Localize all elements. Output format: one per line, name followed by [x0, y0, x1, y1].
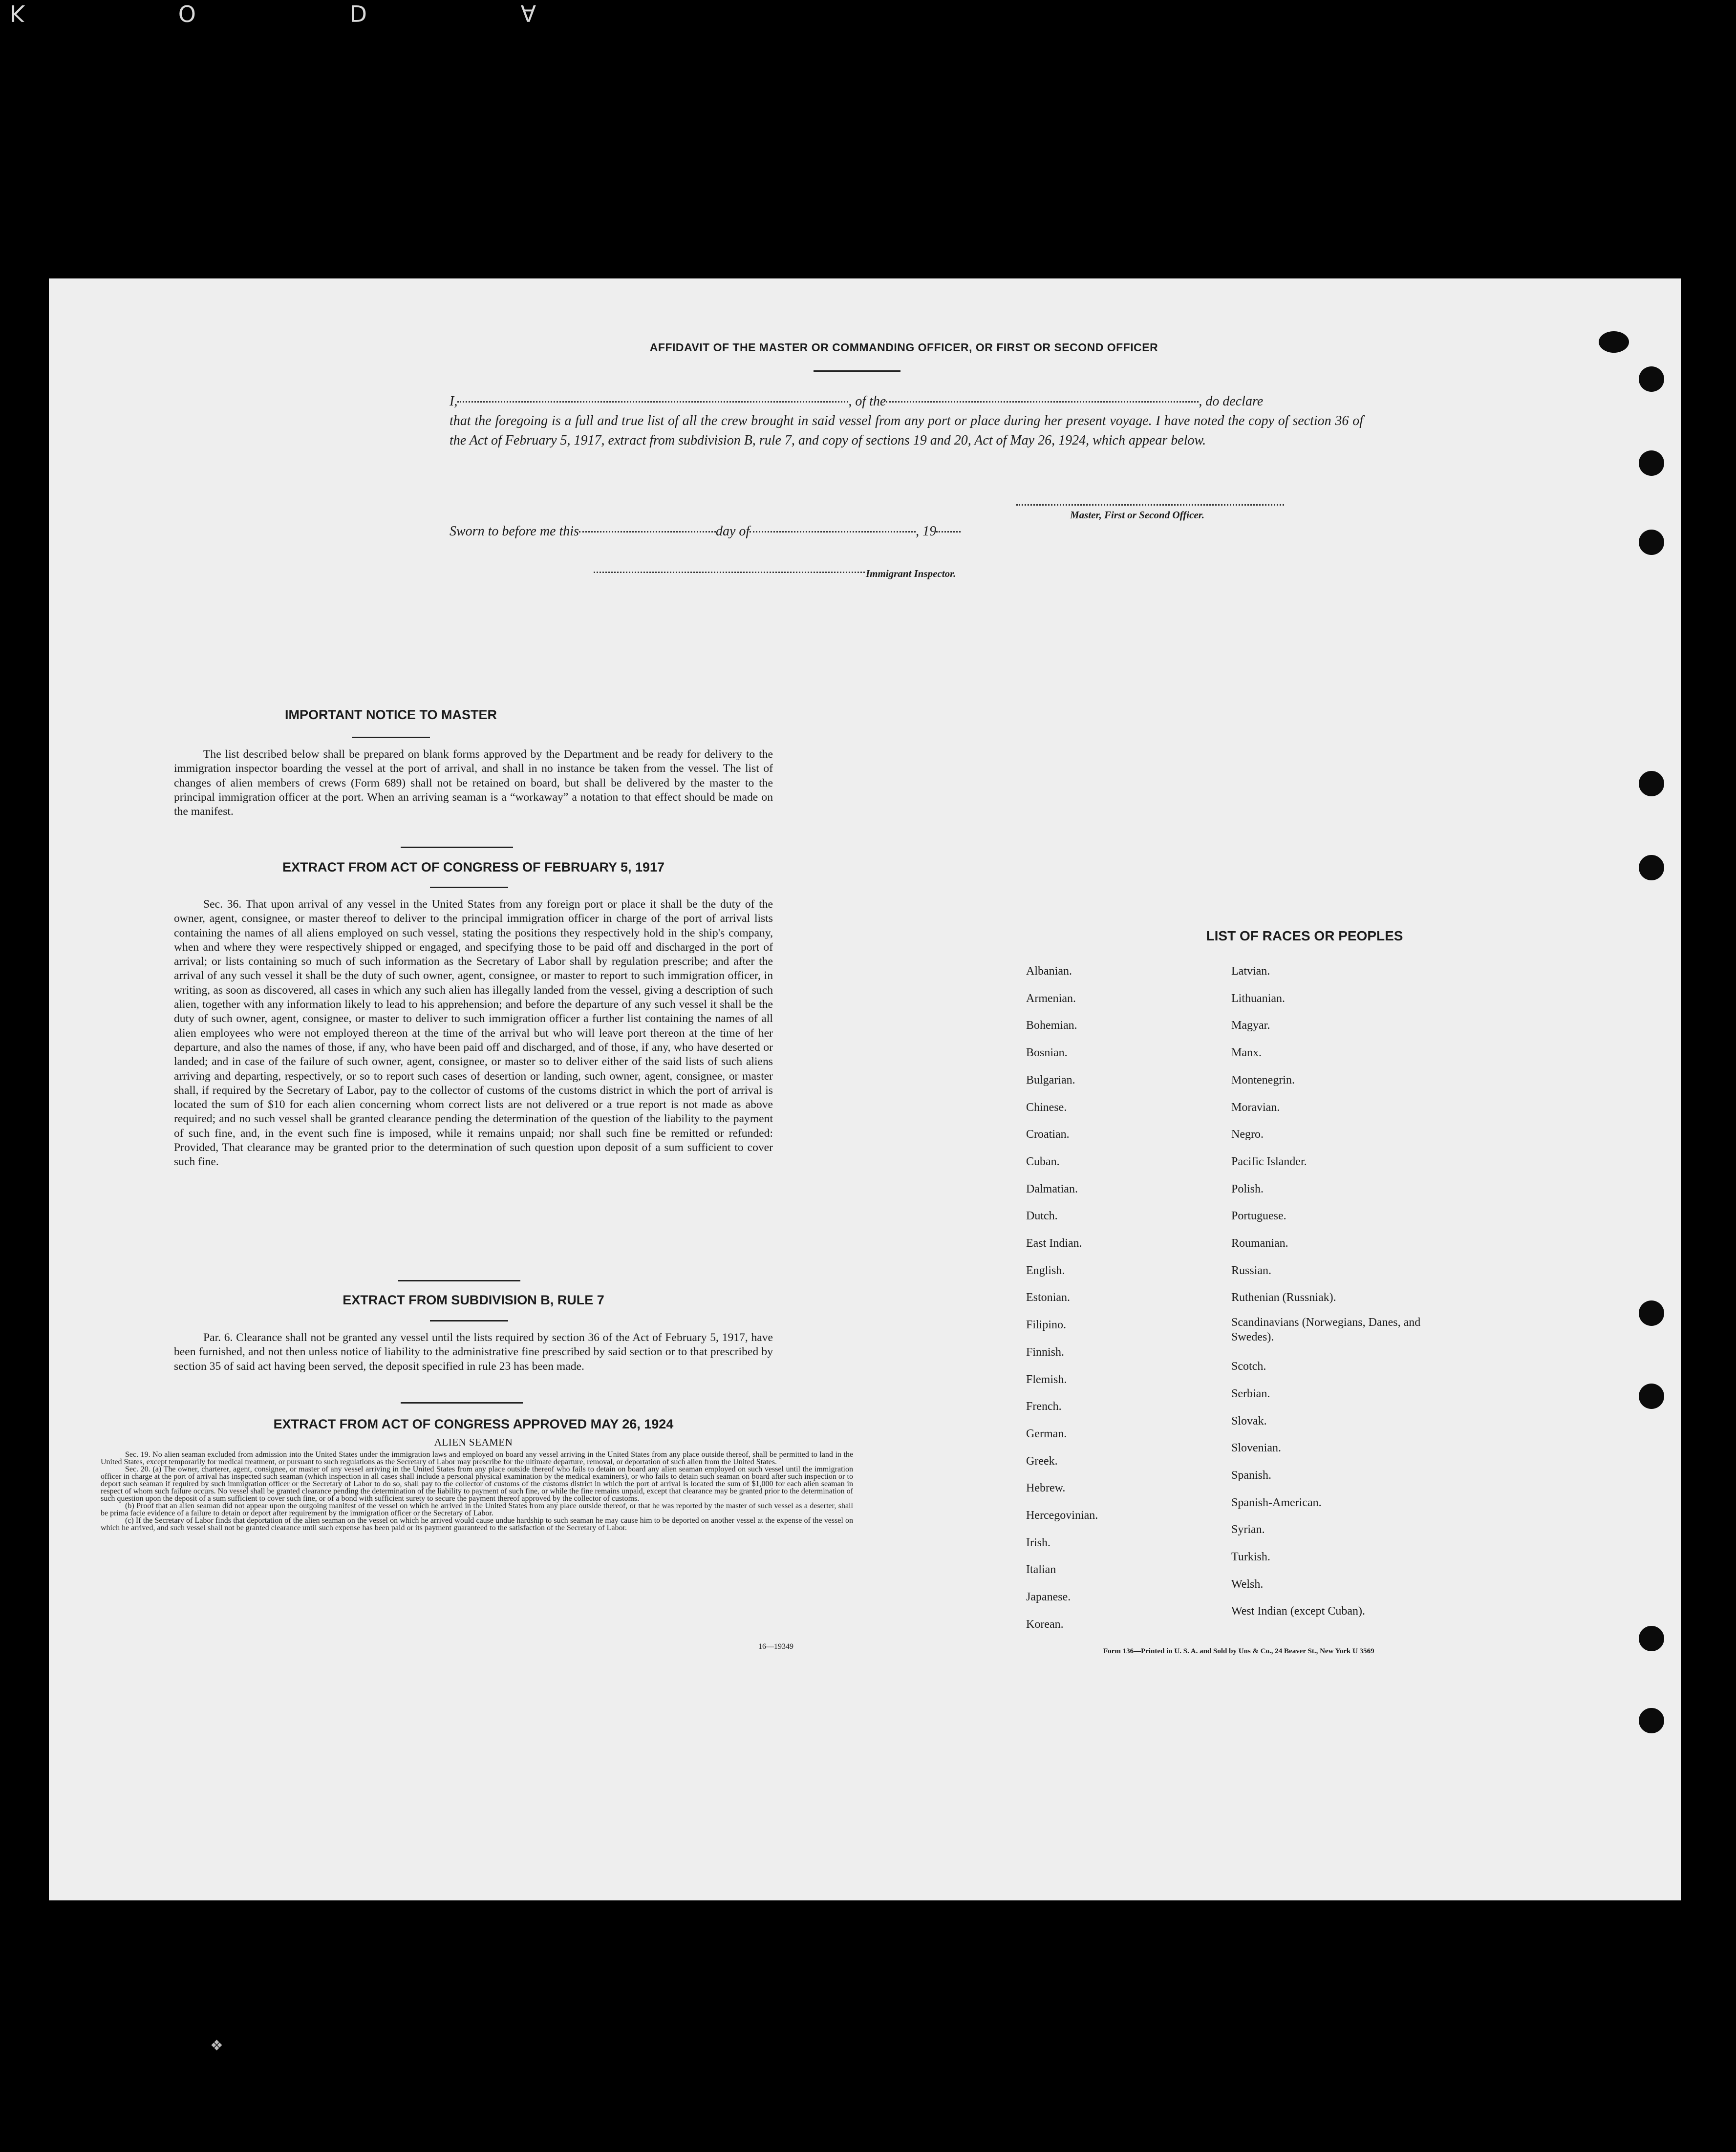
race-item: Japanese.: [1026, 1591, 1071, 1604]
extract-1917-text: Sec. 36. That upon arrival of any vessel in the United States from any foreign port or place it shall be the duty of the owner, agent, consignee, or master thereof to deliver to the principal immigration officer in charge of the port of arrival lists containing the names of all aliens employed on such vessel, stating the positions they respectively hold in the ship's company, when and where they were respectively shipped or engaged, and specifying those to be paid off and discharged in the port of arrival; or lists containing so much of such information as the Secretary of Labor shall by regulation prescribe; and after the arrival of any such vessel it shall be the duty of such owner, agent, consignee, or master to report to such immigration officer, in writing, as soon as discovered, all cases in which any such alien has illegally landed from the vessel, giving a description of such alien, together with any information likely to lead to his apprehension; and before the departure of any such vessel it shall be the duty of such owner, agent, consignee, or master to deliver to such immigration officer a further list containing the names of all alien employees who were not employed thereon at the time of the arrival but who will leave port thereon at the time of her departure, and also the names of those, if any, who have been paid off and discharged, and of those, if any, who have deserted or landed; and in case of the failure of such owner, agent, consignee, or master so to deliver either of the said lists of such aliens arriving and departing, respectively, or so to report such cases of desertion or landing, such owner, agent, consignee, or master shall, if required by the Secretary of Labor, pay to the collector of customs of the customs district in which the port of arrival is located the sum of $10 for each alien concerning whom correct lists are not delivered or a true report is not made as above required; and no such vessel shall be granted clearance pending the determination of the question of the liability to the payment of such fine, and, in the event such fine is imposed, while it remains unpaid; nor shall such fine be remitted or refunded: Provided, That clearance may be granted prior to the determination of such question upon deposit of a sum sufficient to cover such fine.: [174, 898, 773, 1169]
race-item: Slovak.: [1231, 1414, 1267, 1428]
race-item: Roumanian.: [1231, 1237, 1288, 1250]
race-item: Chinese.: [1026, 1101, 1067, 1114]
race-item: Filipino.: [1026, 1319, 1067, 1332]
race-item: Albanian.: [1026, 965, 1072, 978]
affidavit-text: that the foregoing is a full and true list of all the crew brought in said vessel from any port or place during her present voyage. I have noted the copy of section 36 of the Act of February 5, 1917, extract from subdivision B, rule 7, and copy of sections 19 and 20, Act of May 26, 1924, which appear below.: [450, 413, 1363, 448]
race-item: Montenegrin.: [1231, 1073, 1295, 1087]
race-item: Dalmatian.: [1026, 1182, 1078, 1195]
race-item: Hebrew.: [1026, 1482, 1066, 1495]
races-column-left: [1026, 958, 1098, 1639]
affidavit-i: I,: [450, 394, 458, 409]
rule-7-text: Par. 6. Clearance shall not be granted any vessel until the lists required by section 36 of the Act of February 5, 1917, have been furnished, and not then unless notice of liability to the administrative fine prescribed by said section or to that prescribed by section 35 of said act having been served, the deposit specified in rule 23 has been made.: [174, 1331, 773, 1373]
notice-underline: [352, 737, 430, 738]
film-edge-mark: ❖: [210, 2037, 223, 2054]
race-item: Pacific Islander.: [1231, 1155, 1307, 1168]
race-item: Bulgarian.: [1026, 1073, 1075, 1087]
printer-imprint: Form 136—Printed in U. S. A. and Sold by Uns & Co., 24 Beaver St., New York U 3569: [1103, 1647, 1374, 1655]
punch-hole: [1639, 1708, 1664, 1733]
section-divider: [398, 1280, 520, 1281]
race-item: Croatian.: [1026, 1128, 1070, 1141]
notice-title: IMPORTANT NOTICE TO MASTER: [285, 707, 497, 722]
form-number: 16—19349: [758, 1642, 793, 1651]
section-divider: [401, 1402, 523, 1404]
rule-7-title: EXTRACT FROM SUBDIVISION B, RULE 7: [343, 1293, 604, 1307]
race-item: Spanish-American.: [1231, 1496, 1322, 1509]
race-item: Turkish.: [1231, 1551, 1270, 1564]
race-item: Flemish.: [1026, 1373, 1067, 1386]
race-item: West Indian (except Cuban).: [1231, 1605, 1365, 1618]
inspector-signature-caption: Immigrant Inspector.: [866, 568, 956, 579]
race-item: Magyar.: [1231, 1019, 1270, 1032]
affidavit-statement: [450, 392, 1363, 450]
race-item: Serbian.: [1231, 1387, 1270, 1400]
affidavit-declare: , do declare: [1199, 394, 1264, 409]
vessel-name-blank[interactable]: [886, 401, 1199, 403]
film-edge-text: K O D A: [10, 0, 610, 26]
race-item: Hercegovinian.: [1026, 1509, 1098, 1522]
sworn-label: Sworn to before me this: [450, 524, 579, 539]
sworn-day-blank[interactable]: [579, 531, 716, 533]
race-item: Syrian.: [1231, 1523, 1265, 1536]
race-item: Portuguese.: [1231, 1210, 1286, 1223]
races-column-right: [1231, 958, 1427, 1625]
master-signature-caption: Master, First or Second Officer.: [1070, 509, 1204, 521]
extract-1917-title: EXTRACT FROM ACT OF CONGRESS OF FEBRUARY 5, 1917: [282, 860, 665, 874]
punch-hole: [1639, 1300, 1664, 1326]
race-item: Slovenian.: [1231, 1442, 1281, 1455]
alien-seamen-subtitle: ALIEN SEAMEN: [434, 1436, 513, 1448]
race-item: Welsh.: [1231, 1577, 1264, 1591]
punch-hole: [1639, 530, 1664, 555]
master-name-blank[interactable]: [457, 401, 848, 403]
race-item: Estonian.: [1026, 1291, 1070, 1304]
race-item: East Indian.: [1026, 1237, 1082, 1250]
race-item: Polish.: [1231, 1182, 1264, 1195]
affidavit-of-the: , of the: [848, 394, 886, 409]
race-item: Manx.: [1231, 1046, 1262, 1060]
race-item: Moravian.: [1231, 1101, 1280, 1114]
day-of-label: day of: [715, 524, 750, 539]
title-underline: [814, 370, 900, 372]
punch-hole: [1639, 771, 1664, 796]
race-item: Lithuanian.: [1231, 992, 1285, 1005]
race-item: Armenian.: [1026, 992, 1076, 1005]
race-item: Latvian.: [1231, 965, 1270, 978]
punch-hole: [1639, 366, 1664, 392]
race-item: Italian: [1026, 1563, 1056, 1577]
notice-text: The list described below shall be prepared on blank forms approved by the Department and be ready for delivery to the immigration inspector boarding the vessel at the port of arrival, and shall in no instance be taken from the vessel. The list of changes of alien members of crews (Form 689) shall not be retained on board, but shall be delivered by the master to the principal immigration officer at the port. When an arriving seaman is a “workaway” a notation to that effect should be made on the manifest.: [174, 748, 773, 818]
inspector-signature-line[interactable]: [594, 572, 865, 573]
affidavit-title: AFFIDAVIT OF THE MASTER OR COMMANDING OFFICER, OR FIRST OR SECOND OFFICER: [649, 341, 1158, 354]
race-item: Negro.: [1231, 1128, 1264, 1141]
race-item: Scandinavians (Norwegians, Danes, and Swedes).: [1231, 1316, 1421, 1344]
punch-hole: [1639, 1626, 1664, 1651]
race-item: Cuban.: [1026, 1155, 1060, 1168]
race-item: Spanish.: [1231, 1469, 1272, 1482]
race-item: Ruthenian (Russniak).: [1231, 1291, 1336, 1304]
race-item: English.: [1026, 1264, 1065, 1277]
sworn-line: [450, 524, 961, 539]
race-item: Russian.: [1231, 1264, 1272, 1277]
extract-1917-underline: [430, 887, 508, 888]
races-list-title: LIST OF RACES OR PEOPLES: [1206, 928, 1403, 943]
race-item: Scotch.: [1231, 1360, 1266, 1373]
race-item: French.: [1026, 1400, 1062, 1413]
document-page: [49, 278, 1681, 1900]
race-item: Irish.: [1026, 1536, 1050, 1549]
punch-hole: [1599, 331, 1629, 353]
extract-1924-title: EXTRACT FROM ACT OF CONGRESS APPROVED MAY 26, 1924: [273, 1417, 674, 1431]
race-item: Korean.: [1026, 1618, 1064, 1631]
punch-hole: [1639, 855, 1664, 880]
punch-hole: [1639, 1384, 1664, 1409]
section-divider: [401, 847, 513, 848]
extract-1924-text: Sec. 19. No alien seaman excluded from admission into the United States under the immigration laws and employed on board any vessel arriving in the United States from any place outside thereof, shall be permitted to land in the United States, except temporarily for medical treatment, or pursuant to such regulations as the Secretary of Labor may prescribe for the ultimate departure, removal, or deportation of such alien from the United States. Sec. 20. (a) The owner, charterer, agent, consignee, or master of any vessel arriving in the United States from any place outside thereof who fails to detain on board any alien seaman employed on such vessel until the immigration officer in charge at the port of arrival has inspected such seaman (which inspection in all cases shall include a personal physical examination by the medical examiners), or who fails to detain such seaman on board after such inspection or to deport such seaman if required by such immigration officer or the Secretary of Labor to do so, shall pay to the collector of customs of the customs district in which the port of arrival is located the sum of $1,000 for each alien seaman in respect of whom such failure occurs. No vessel shall be granted clearance pending the determination of the liability to payment of such fine, or while the fine remains unpaid, except that clearance may be granted prior to the determination of such question upon the deposit of a sum sufficient to cover such fine, or of a bond with sufficient surety to secure the payment thereof approved by the collector of customs. (b) Proof that an alien seaman did not appear upon the outgoing manifest of the vessel on which he arrived in the United States from any place outside thereof, or that he was reported by the master of such vessel as a deserter, shall be prima facie evidence of a failure to detain or deport after requirement by the immigration officer or the Secretary of Labor. (c) If the Secretary of Labor finds that deportation of the alien seaman on the vessel on which he arrived would cause undue hardship to such seaman he may cause him to be deported on another vessel at the expense of the vessel on which he arrived, and such vessel shall not be granted clearance until such expense has been paid or its payment guaranteed to the satisfaction of the Secretary of Labor.: [101, 1450, 853, 1532]
race-item: Bosnian.: [1026, 1046, 1068, 1060]
year-label: , 19: [916, 524, 937, 539]
sworn-year-blank[interactable]: [936, 531, 961, 533]
sworn-month-blank[interactable]: [750, 531, 916, 533]
rule-7-underline: [430, 1320, 508, 1321]
race-item: Finnish.: [1026, 1345, 1065, 1359]
race-item: German.: [1026, 1427, 1067, 1440]
punch-hole: [1639, 450, 1664, 476]
master-signature-line[interactable]: [1016, 504, 1284, 506]
race-item: Bohemian.: [1026, 1019, 1077, 1032]
race-item: Greek.: [1026, 1454, 1058, 1468]
race-item: Dutch.: [1026, 1210, 1058, 1223]
